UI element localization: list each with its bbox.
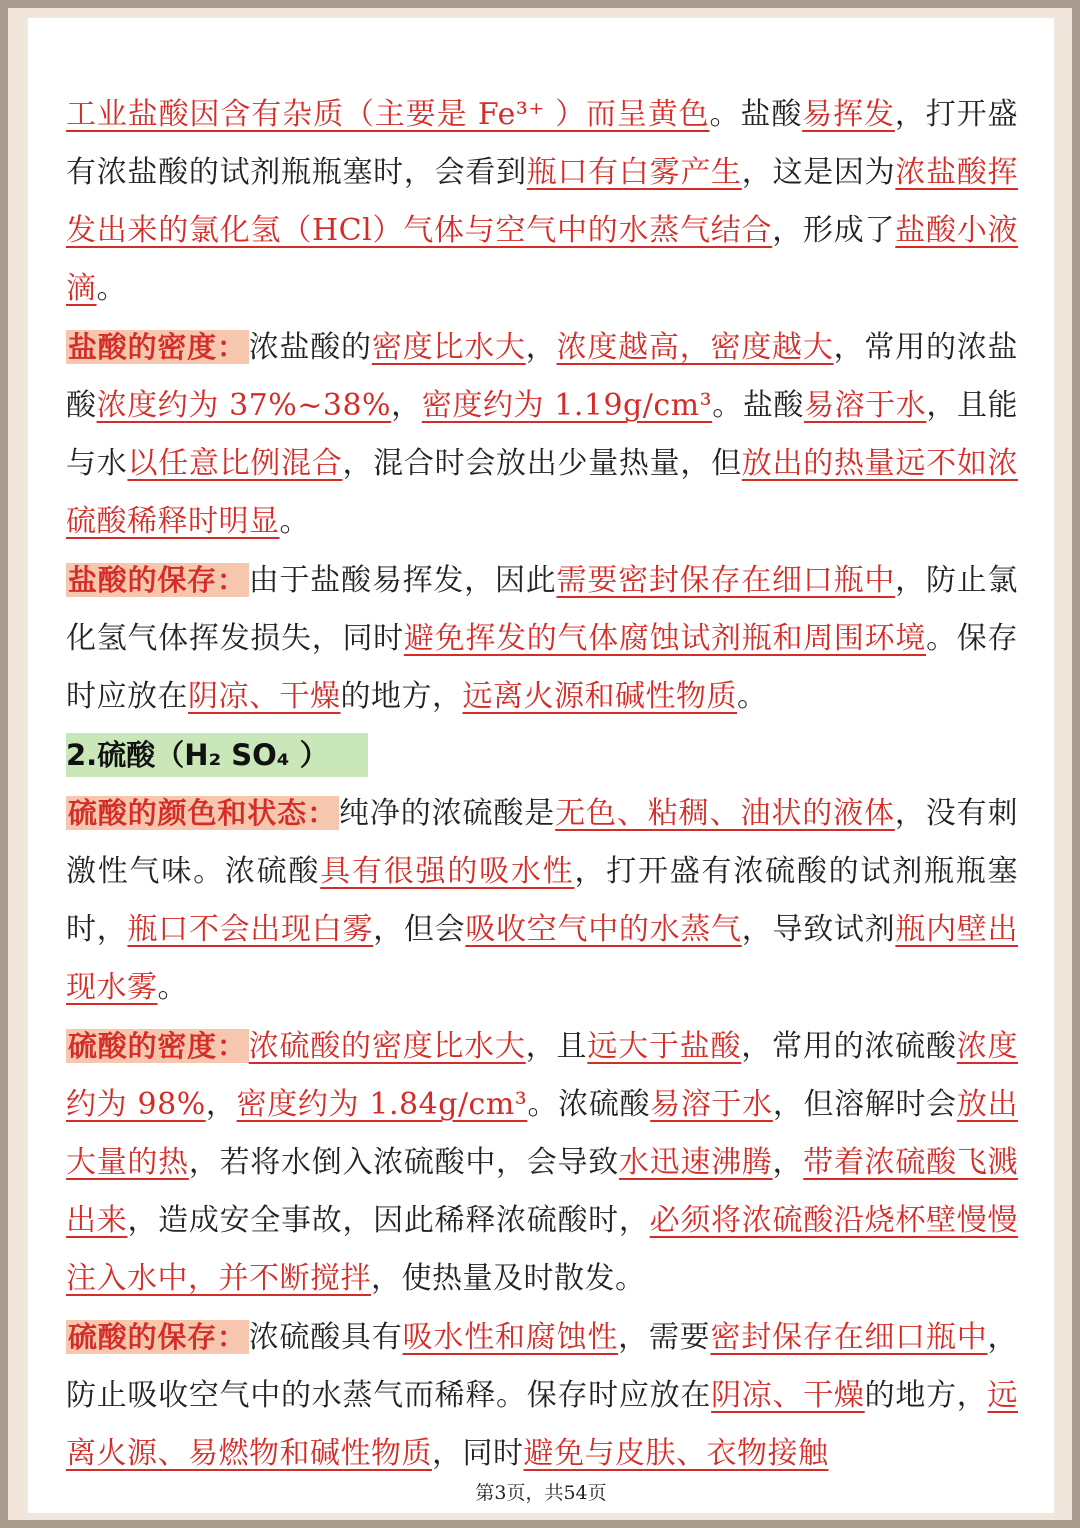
text: ，需要: [618, 1320, 711, 1355]
page-frame: [8, 8, 1072, 1520]
text: 。: [279, 504, 310, 539]
text: 。盐酸: [709, 97, 803, 132]
highlight: 无色、粘稠、油状的液体: [555, 796, 895, 831]
paragraph-h2so4-storage: [66, 1308, 1018, 1483]
highlight: 工业盐酸因含有杂质（主要是 Fe³⁺ ）而呈黄色: [66, 97, 710, 132]
text: 由于盐酸易挥发，因此: [248, 563, 557, 598]
heading-label: 硫酸的保存：: [68, 1320, 247, 1354]
paragraph-h2so4-density: [66, 1017, 1018, 1308]
text: 的地方，: [340, 679, 463, 714]
text: ，导致试剂: [741, 912, 896, 947]
text: ，这是因为: [741, 155, 896, 190]
highlight: 放出大量的热: [66, 1087, 1019, 1180]
text: ，: [391, 388, 422, 423]
highlight: 浓度越高，密度越大: [556, 330, 834, 365]
highlight: 需要密封保存在细口瓶中: [556, 563, 896, 598]
page-number-footer: 第3页，共54页: [475, 1482, 607, 1504]
text: ，: [772, 1145, 804, 1180]
highlight: 必须将浓硫酸沿烧杯壁慢慢注入水中，并不断搅拌: [66, 1203, 1019, 1296]
text: ，常用的浓硫酸: [741, 1029, 957, 1064]
text: ，打开盛有浓盐酸的试剂瓶瓶塞时，会看到: [66, 97, 1019, 190]
text: ，防止氯化氢气体挥发损失，同时: [66, 563, 1019, 656]
document-page: [28, 18, 1054, 1513]
heading-label: 盐酸的密度：: [68, 330, 247, 364]
highlight: 吸收空气中的水蒸气: [465, 912, 742, 947]
highlight: 浓度约为 98%: [66, 1029, 1019, 1122]
highlight: 远离火源和碱性物质: [462, 679, 737, 714]
text: ，且: [525, 1029, 588, 1064]
highlight: 避免与皮肤、衣物接触: [523, 1436, 829, 1471]
paragraph-hcl-color: [66, 86, 1018, 318]
text: 。: [157, 970, 188, 1005]
text: ，形成了: [772, 213, 896, 248]
highlight: 避免挥发的气体腐蚀试剂瓶和周围环境: [403, 621, 927, 656]
text: ，打开盛有浓硫酸的试剂瓶瓶塞时，: [66, 854, 1019, 947]
highlight: 瓶口不会出现白雾: [127, 912, 374, 947]
text: ，: [205, 1087, 237, 1122]
highlight: 阴凉、干燥: [711, 1378, 865, 1413]
highlight: 瓶内壁出现水雾: [66, 912, 1019, 1005]
highlight: 远离火源、易燃物和碱性物质: [66, 1378, 1019, 1471]
text: 。: [737, 679, 768, 714]
highlight: 浓盐酸挥发出来的氯化氢（HCl）气体与空气中的水蒸气结合: [66, 155, 1019, 248]
highlight: 易溶于水: [650, 1087, 773, 1122]
highlight: 以任意比例混合: [127, 446, 343, 481]
highlight: 瓶口有白雾产生: [526, 155, 742, 190]
text: 的地方，: [864, 1378, 988, 1413]
text: 。: [96, 271, 127, 306]
section-heading-sulfuric-acid: 2.硫酸（H₂ SO₄ ）: [66, 733, 368, 777]
text: ，但会: [373, 912, 466, 947]
highlight: 密度比水大: [371, 330, 526, 365]
highlight: 易挥发: [802, 97, 895, 132]
highlight: 阴凉、干燥: [188, 679, 341, 714]
highlight: 放出的热量远不如浓硫酸稀释时明显: [66, 446, 1019, 539]
text: 。保存时应放在: [66, 621, 1019, 714]
text: 。盐酸: [712, 388, 804, 423]
text: ，同时: [432, 1436, 524, 1471]
heading-label: 硫酸的颜色和状态：: [68, 796, 337, 830]
paragraph-h2so4-state: [66, 784, 1018, 1017]
highlight: 浓硫酸的密度比水大: [248, 1029, 526, 1064]
text: ，常用的浓盐酸: [66, 330, 1019, 423]
highlight: 易溶于水: [804, 388, 927, 423]
text: 纯净的浓硫酸是: [338, 796, 556, 831]
text: 浓盐酸的: [248, 330, 372, 365]
highlight: 密度约为 1.19g/cm³: [421, 388, 713, 423]
text: ，: [525, 330, 557, 365]
text: ，没有刺激性气味。浓硫酸: [66, 796, 1019, 889]
text: 浓硫酸具有: [248, 1320, 403, 1355]
highlight: 远大于盐酸: [587, 1029, 742, 1064]
highlight: 具有很强的吸水性: [320, 854, 575, 889]
highlight: 密封保存在细口瓶中: [710, 1320, 988, 1355]
text: ，造成安全事故，因此稀释浓硫酸时，: [127, 1203, 650, 1238]
highlight: 浓度约为 37%~38%: [96, 388, 392, 423]
highlight: 水迅速沸腾: [618, 1145, 773, 1180]
text: ，混合时会放出少量热量，但: [342, 446, 742, 481]
paragraph-hcl-density: [66, 318, 1018, 551]
heading-label: 硫酸的密度：: [68, 1029, 247, 1063]
highlight: 盐酸小液滴: [66, 213, 1019, 306]
paragraph-hcl-storage: [66, 551, 1018, 726]
heading-label: 盐酸的保存：: [68, 563, 247, 597]
highlight: 密度约为 1.84g/cm³: [236, 1087, 528, 1122]
text: ，但溶解时会: [772, 1087, 957, 1122]
text: ，防止吸收空气中的水蒸气而稀释。保存时应放在: [66, 1320, 1019, 1413]
highlight: 吸水性和腐蚀性: [402, 1320, 619, 1355]
text: 。浓硫酸: [527, 1087, 651, 1122]
text: ，若将水倒入浓硫酸中，会导致: [188, 1145, 619, 1180]
highlight: 带着浓硫酸飞溅出来: [66, 1145, 1019, 1238]
text: ，使热量及时散发。: [371, 1261, 646, 1296]
text: ，且能与水: [66, 388, 1019, 481]
